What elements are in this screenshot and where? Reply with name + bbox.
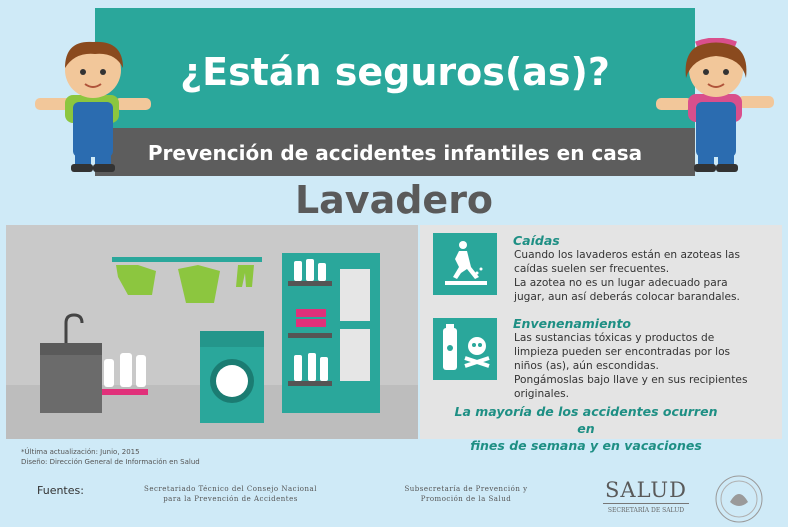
falling-person-icon bbox=[433, 233, 497, 295]
source-subsecretaria: Subsecretaría de Prevención y Promoción de la Salud bbox=[404, 485, 528, 503]
page-subtitle: Prevención de accidentes infantiles en casa bbox=[147, 141, 643, 165]
salud-logo: SALUD bbox=[605, 478, 687, 502]
update-note: *Última actualización: Junio, 2015 bbox=[21, 448, 140, 456]
caidas-title: Caídas bbox=[513, 233, 560, 248]
national-seal-icon bbox=[710, 472, 768, 524]
section-title: Lavadero bbox=[294, 178, 494, 222]
salud-subtitle: SECRETARÍA DE SALUD bbox=[607, 507, 685, 514]
caidas-text: Cuando los lavaderos están en azoteas las caídas suelen ser frecuentes. La azotea no es un lugar adecuado para jugar, aun así deberás colocar barandales. bbox=[514, 249, 741, 303]
salud-divider bbox=[603, 503, 689, 504]
poison-icon bbox=[433, 318, 497, 380]
envenenamiento-title: Envenenamiento bbox=[513, 316, 632, 331]
laundry-scene-illustration bbox=[6, 225, 418, 439]
page-title: ¿Están seguros(as)? bbox=[180, 50, 610, 94]
girl-illustration bbox=[656, 38, 776, 175]
skull-crossbones-icon bbox=[468, 337, 486, 355]
boy-illustration bbox=[35, 40, 155, 175]
design-credit: Diseño: Dirección General de Información en Salud bbox=[21, 458, 200, 466]
sources-label: Fuentes: bbox=[37, 484, 84, 497]
callout-text: La mayoría de los accidentes ocurren en fines de semana y en vacaciones bbox=[454, 404, 718, 453]
envenenamiento-text: Las sustancias tóxicas y productos de limpieza pueden ser encontradas por los niños (as), aún escondidas. Pongámoslas bajo llave y en sus recipientes originales. bbox=[514, 332, 748, 400]
source-consejo: Secretariado Técnico del Consejo Nacional para la Prevención de Accidentes bbox=[144, 485, 317, 503]
